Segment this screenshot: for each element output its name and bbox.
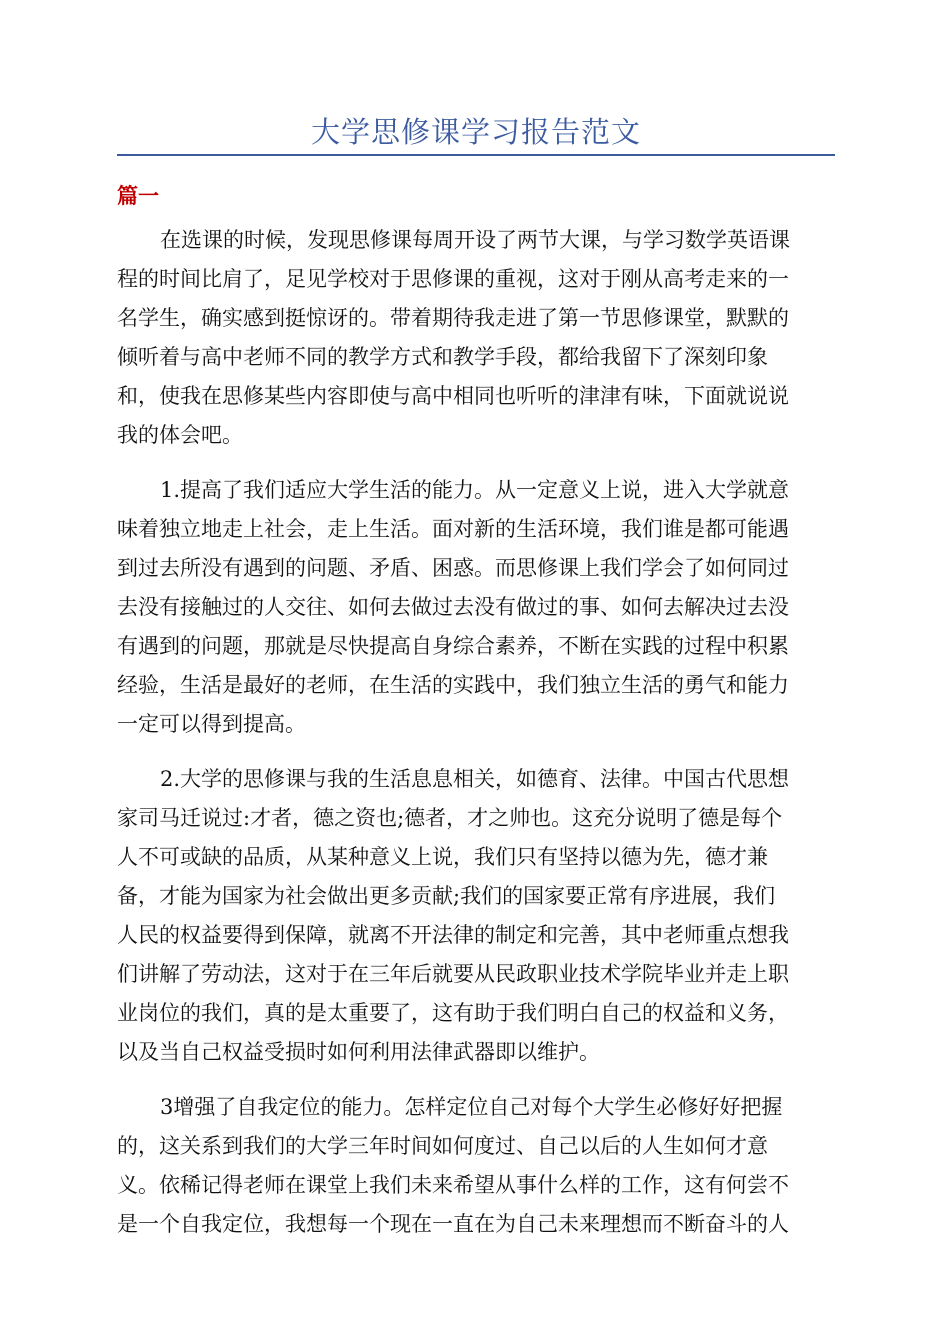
document-title: 大学思修课学习报告范文	[310, 115, 641, 149]
text-line: 味着独立地走上社会，走上生活。面对新的生活环境，我们谁是都可能遇	[117, 517, 789, 541]
text-line: 到过去所没有遇到的问题、矛盾、困惑。而思修课上我们学会了如何同过	[117, 556, 789, 580]
text-line: 家司马迁说过:才者，德之资也;德者，才之帅也。这充分说明了德是每个	[117, 806, 783, 830]
text-line: 业岗位的我们，真的是太重要了，这有助于我们明白自己的权益和义务，	[117, 1001, 789, 1025]
paragraph	[117, 1088, 835, 1244]
text-line: 们讲解了劳动法，这对于在三年后就要从民政职业技术学院毕业并走上职	[117, 962, 789, 986]
text-line: 3增强了自我定位的能力。怎样定位自己对每个大学生必修好好把握	[160, 1095, 783, 1119]
section-heading: 篇一	[117, 183, 159, 208]
text-line: 义。依稀记得老师在课堂上我们未来希望从事什么样的工作，这有何尝不	[117, 1173, 789, 1197]
title-underline	[117, 154, 835, 156]
paragraph	[117, 760, 835, 1072]
text-line: 有遇到的问题，那就是尽快提高自身综合素养，不断在实践的过程中积累	[117, 634, 789, 658]
paragraph	[117, 221, 835, 455]
text-line: 人民的权益要得到保障，就离不开法律的制定和完善，其中老师重点想我	[117, 923, 789, 947]
text-line: 在选课的时候，发现思修课每周开设了两节大课，与学习数学英语课	[160, 228, 790, 252]
text-line: 和，使我在思修某些内容即使与高中相同也听听的津津有味，下面就说说	[117, 384, 789, 408]
text-line: 的，这关系到我们的大学三年时间如何度过、自己以后的人生如何才意	[117, 1134, 768, 1158]
text-line: 是一个自我定位，我想每一个现在一直在为自己未来理想而不断奋斗的人	[117, 1212, 789, 1236]
paragraph	[117, 471, 835, 744]
document-body	[117, 221, 835, 1260]
text-line: 以及当自己权益受损时如何利用法律武器即以维护。	[117, 1040, 600, 1064]
text-line: 备，才能为国家为社会做出更多贡献;我们的国家要正常有序进展，我们	[117, 884, 776, 908]
text-line: 去没有接触过的人交往、如何去做过去没有做过的事、如何去解决过去没	[117, 595, 789, 619]
text-line: 人不可或缺的品质，从某种意义上说，我们只有坚持以德为先，德才兼	[117, 845, 768, 869]
text-line: 一定可以得到提高。	[117, 712, 306, 736]
text-line: 程的时间比肩了，足见学校对于思修课的重视，这对于刚从高考走来的一	[117, 267, 789, 291]
text-line: 1.提高了我们适应大学生活的能力。从一定意义上说，进入大学就意	[160, 478, 790, 502]
text-line: 名学生，确实感到挺惊讶的。带着期待我走进了第一节思修课堂，默默的	[117, 306, 789, 330]
text-line: 倾听着与高中老师不同的教学方式和教学手段，都给我留下了深刻印象	[117, 345, 768, 369]
text-line: 经验，生活是最好的老师，在生活的实践中，我们独立生活的勇气和能力	[117, 673, 789, 697]
text-line: 我的体会吧。	[117, 423, 243, 447]
text-line: 2.大学的思修课与我的生活息息相关，如德育、法律。中国古代思想	[160, 767, 790, 791]
